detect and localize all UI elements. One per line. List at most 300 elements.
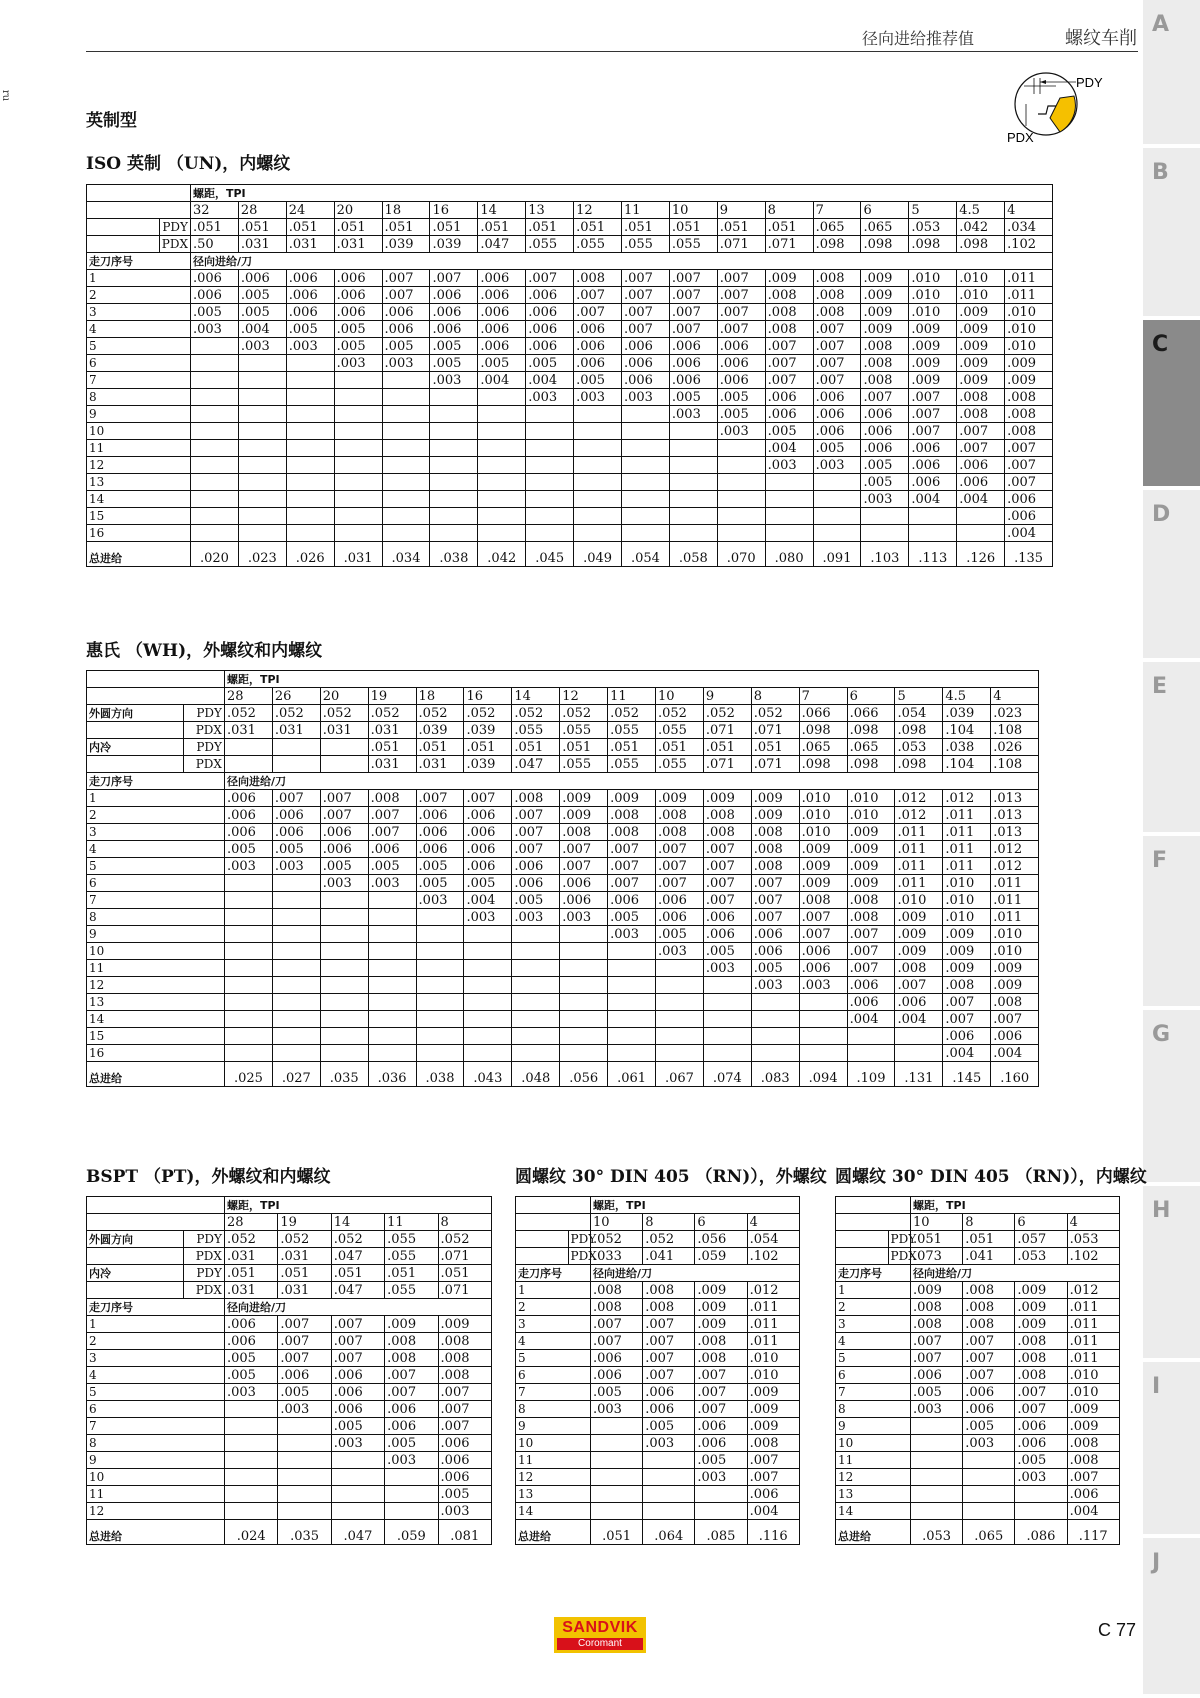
infeed-cell [416,1045,464,1062]
infeed-cell: .009 [991,977,1039,994]
infeed-cell: .009 [765,270,813,287]
infeed-cell [608,994,656,1011]
infeed-cell: .006 [560,892,608,909]
infeed-cell: .003 [512,909,560,926]
infeed-cell [574,491,622,508]
infeed-cell: .007 [765,338,813,355]
infeed-cell: .003 [430,372,478,389]
pd-value-cell: .051 [385,1265,438,1282]
infeed-cell: .006 [526,338,574,355]
pass-row [87,1333,492,1350]
infeed-cell: .010 [1005,321,1053,338]
section-title-rn-internal: 圆螺纹 30° DIN 405 （RN)），内螺纹 [835,1167,1147,1187]
infeed-cell: .006 [747,1486,799,1503]
pitch-header-row [836,1197,1120,1214]
infeed-cell: .003 [190,321,238,338]
pass-number: 13 [87,474,191,491]
infeed-cell: .007 [1015,1401,1067,1418]
pd-value-cell: .031 [368,722,416,739]
infeed-cell [286,508,334,525]
infeed-cell: .010 [943,892,991,909]
infeed-cell: .008 [861,372,909,389]
tab-h[interactable] [1143,1186,1200,1362]
pass-number: 5 [87,338,191,355]
infeed-cell: .003 [669,406,717,423]
infeed-cell: .008 [385,1333,438,1350]
infeed-cell: .007 [1005,457,1053,474]
infeed-cell [416,994,464,1011]
infeed-cell: .008 [1005,406,1053,423]
infeed-cell: .005 [512,892,560,909]
pd-value-cell: .047 [512,756,560,773]
infeed-cell [272,909,320,926]
infeed-cell: .008 [765,287,813,304]
infeed-cell: .006 [430,321,478,338]
infeed-cell [430,491,478,508]
infeed-cell: .003 [368,875,416,892]
total-cell: .074 [703,1062,751,1087]
infeed-cell: .004 [478,372,526,389]
infeed-cell [334,491,382,508]
pitch-header-row [87,1197,492,1214]
pass-row [87,474,1053,491]
pd-value-cell: .031 [224,1282,277,1299]
infeed-cell: .011 [943,807,991,824]
infeed-cell [278,1452,331,1469]
tab-e[interactable] [1143,662,1200,836]
infeed-cell: .006 [385,1418,438,1435]
pd-value-cell: .051 [438,1265,491,1282]
pd-row [87,219,1053,236]
infeed-header-row [516,1265,800,1282]
total-row [87,1062,1039,1087]
pd-value-cell: .042 [957,219,1005,236]
pd-type-label: PDY [888,1231,911,1248]
infeed-cell [278,1435,331,1452]
infeed-cell: .007 [622,321,670,338]
pass-number: 1 [836,1282,911,1299]
total-cell: .026 [286,542,334,567]
infeed-cell: .007 [560,841,608,858]
infeed-cell: .007 [368,824,416,841]
infeed-cell: .010 [943,875,991,892]
infeed-cell: .009 [1005,355,1053,372]
infeed-cell [861,525,909,542]
infeed-cell [272,875,320,892]
infeed-cell: .007 [861,389,909,406]
pass-row [516,1299,800,1316]
pass-number: 10 [516,1435,591,1452]
pd-value-cell: .051 [430,219,478,236]
pd-row [87,1282,492,1299]
infeed-cell: .009 [799,875,847,892]
tpi-cell: 4 [747,1214,799,1231]
infeed-cell: .012 [991,858,1039,875]
infeed-cell: .009 [1015,1282,1067,1299]
pass-no-label: 走刀序号 [87,773,225,790]
infeed-cell: .010 [799,807,847,824]
pass-row [516,1367,800,1384]
pd-row [87,705,1039,722]
infeed-cell: .005 [238,287,286,304]
pd-value-cell: .051 [278,1265,331,1282]
tab-c[interactable] [1143,320,1200,490]
pass-no-label: 走刀序号 [87,1299,225,1316]
pd-value-cell: .104 [943,756,991,773]
total-cell: .070 [717,542,765,567]
infeed-label: 径向进给/刀 [190,253,1052,270]
infeed-cell [574,406,622,423]
infeed-label: 径向进给/刀 [224,773,1038,790]
pass-row [87,1486,492,1503]
pd-value-cell: .098 [895,722,943,739]
pass-row [87,807,1039,824]
infeed-cell: .008 [911,1299,963,1316]
infeed-cell [560,977,608,994]
pd-value-cell: .098 [813,236,861,253]
infeed-cell: .007 [622,287,670,304]
pass-number: 8 [87,389,191,406]
infeed-cell [464,943,512,960]
infeed-cell [622,474,670,491]
pass-row [516,1469,800,1486]
infeed-cell [334,372,382,389]
pd-value-cell: .039 [416,722,464,739]
infeed-cell [717,491,765,508]
infeed-cell: .008 [656,807,704,824]
infeed-cell: .007 [957,423,1005,440]
infeed-cell [591,1435,643,1452]
infeed-cell: .006 [909,457,957,474]
infeed-cell: .010 [1067,1367,1119,1384]
infeed-cell: .008 [608,824,656,841]
pass-number: 14 [87,1011,225,1028]
pass-row [836,1435,1120,1452]
infeed-cell: .008 [656,824,704,841]
pd-row [87,236,1053,253]
pass-row [87,824,1039,841]
pd-value-cell: .051 [717,219,765,236]
pass-number: 5 [87,858,225,875]
pass-row [516,1282,800,1299]
pass-row [87,977,1039,994]
pass-number: 14 [516,1503,591,1520]
infeed-cell: .003 [224,1384,277,1401]
infeed-cell [320,1011,368,1028]
tpi-cell: 12 [560,688,608,705]
infeed-cell: .009 [1015,1299,1067,1316]
infeed-cell [286,474,334,491]
tpi-cell: 4.5 [957,202,1005,219]
infeed-cell: .007 [909,423,957,440]
infeed-cell [286,389,334,406]
tab-a[interactable] [1143,0,1200,148]
infeed-cell: .007 [278,1333,331,1350]
pd-row [87,1248,492,1265]
infeed-cell [368,960,416,977]
total-cell: .061 [608,1062,656,1087]
infeed-cell: .011 [747,1299,799,1316]
pass-row [87,1418,492,1435]
pd-value-cell: .066 [799,705,847,722]
pd-value-cell: .055 [385,1282,438,1299]
pd-type-label: PDX [183,722,224,739]
infeed-cell: .011 [1005,287,1053,304]
infeed-cell [334,406,382,423]
pass-row [87,270,1053,287]
infeed-cell: .006 [190,270,238,287]
pd-value-cell: .052 [224,1231,277,1248]
tab-g[interactable] [1143,1010,1200,1186]
pd-group-label [87,236,160,253]
pass-number: 16 [87,525,191,542]
tab-j[interactable] [1143,1538,1200,1698]
infeed-cell [190,525,238,542]
pd-value-cell: .065 [799,739,847,756]
infeed-cell [286,406,334,423]
infeed-cell: .006 [331,1384,384,1401]
infeed-cell: .007 [512,824,560,841]
infeed-cell [911,1435,963,1452]
infeed-cell: .007 [272,790,320,807]
infeed-cell [238,406,286,423]
pass-number: 9 [87,926,225,943]
infeed-cell [560,926,608,943]
infeed-cell [643,1503,695,1520]
pd-type-label: PDY [183,1231,224,1248]
tpi-cell: 6 [861,202,909,219]
infeed-cell [560,1028,608,1045]
infeed-cell: .009 [747,1418,799,1435]
pd-value-cell: .031 [224,722,272,739]
pass-row [87,1011,1039,1028]
infeed-cell [574,525,622,542]
infeed-cell [331,1503,384,1520]
header-rule [86,51,1138,52]
infeed-cell [224,1469,277,1486]
infeed-cell: .004 [464,892,512,909]
pass-row [87,1384,492,1401]
pd-value-cell: .055 [512,722,560,739]
infeed-cell: .004 [957,491,1005,508]
pass-row [87,1028,1039,1045]
infeed-cell [703,977,751,994]
header-title: 螺纹车削 [1065,28,1137,49]
infeed-cell [669,508,717,525]
infeed-cell: .004 [1067,1503,1119,1520]
infeed-cell: .012 [895,790,943,807]
tab-i[interactable] [1143,1362,1200,1538]
logo-sub: Coromant [557,1638,643,1650]
infeed-cell [464,1028,512,1045]
total-cell: .024 [224,1520,277,1545]
infeed-cell: .008 [963,1282,1015,1299]
pd-value-cell: .041 [963,1248,1015,1265]
infeed-cell [911,1486,963,1503]
infeed-cell: .008 [643,1299,695,1316]
page-number: C 77 [1098,1620,1137,1640]
pass-number: 2 [516,1299,591,1316]
infeed-cell: .007 [911,1333,963,1350]
infeed-cell: .003 [861,491,909,508]
header-subtitle: 径向进给推荐值 [862,29,975,48]
pass-number: 8 [836,1401,911,1418]
infeed-cell [224,1435,277,1452]
infeed-cell: .007 [669,321,717,338]
infeed-cell: .007 [1005,474,1053,491]
infeed-cell [278,1503,331,1520]
infeed-cell [847,1045,895,1062]
total-label: 总进给 [87,1520,225,1545]
pass-row [87,423,1053,440]
infeed-cell: .009 [438,1316,491,1333]
infeed-cell: .009 [1067,1418,1119,1435]
infeed-cell: .005 [224,1367,277,1384]
infeed-cell [272,892,320,909]
infeed-cell: .009 [861,270,909,287]
total-cell: .109 [847,1062,895,1087]
infeed-cell: .005 [751,960,799,977]
infeed-cell: .005 [385,1435,438,1452]
infeed-cell: .005 [334,338,382,355]
infeed-cell: .006 [430,287,478,304]
pd-value-cell: .051 [478,219,526,236]
infeed-cell [813,491,861,508]
pass-row [87,508,1053,525]
pd-value-cell: .051 [190,219,238,236]
pass-number: 6 [87,1401,225,1418]
pass-number: 1 [87,270,191,287]
infeed-cell: .006 [190,287,238,304]
infeed-cell [622,457,670,474]
pass-number: 2 [87,1333,225,1350]
infeed-cell [847,1028,895,1045]
infeed-cell: .007 [591,1316,643,1333]
infeed-cell: .007 [911,1350,963,1367]
infeed-cell: .010 [799,824,847,841]
pd-value-cell: .026 [991,739,1039,756]
infeed-cell: .007 [751,909,799,926]
infeed-cell: .011 [1067,1316,1119,1333]
tpi-cell: 6 [695,1214,747,1231]
infeed-cell: .004 [747,1503,799,1520]
pd-value-cell: .052 [512,705,560,722]
infeed-cell [238,440,286,457]
pd-type-label: PDX [183,756,224,773]
infeed-cell: .009 [957,355,1005,372]
infeed-cell: .005 [464,875,512,892]
infeed-cell [608,1045,656,1062]
infeed-cell: .006 [286,304,334,321]
pass-number: 3 [516,1316,591,1333]
infeed-cell [591,1503,643,1520]
pd-value-cell: .055 [622,236,670,253]
infeed-cell: .007 [909,406,957,423]
infeed-header-row [87,1299,492,1316]
pd-value-cell: .055 [385,1248,438,1265]
side-mark: ru [0,89,12,102]
infeed-cell: .011 [895,841,943,858]
infeed-cell [272,1028,320,1045]
infeed-cell: .009 [957,321,1005,338]
pd-value-cell: .051 [656,739,704,756]
tab-h-label: H [1152,1198,1171,1223]
infeed-cell: .003 [334,355,382,372]
infeed-cell [526,440,574,457]
tab-f[interactable] [1143,836,1200,1010]
infeed-cell [656,960,704,977]
infeed-cell: .008 [368,790,416,807]
infeed-cell: .009 [385,1316,438,1333]
tpi-cell: 14 [512,688,560,705]
infeed-cell: .008 [574,270,622,287]
total-cell: .059 [385,1520,438,1545]
infeed-cell: .011 [1005,270,1053,287]
infeed-cell: .007 [331,1350,384,1367]
infeed-cell: .010 [847,807,895,824]
pass-row [836,1418,1120,1435]
infeed-cell: .004 [526,372,574,389]
infeed-cell: .005 [643,1418,695,1435]
infeed-cell: .003 [382,355,430,372]
section-title-whitworth: 惠氏 （WH)，外螺纹和内螺纹 [86,641,323,661]
tpi-cell: 13 [526,202,574,219]
infeed-cell: .006 [464,858,512,875]
infeed-cell: .004 [909,491,957,508]
total-cell: .035 [278,1520,331,1545]
pass-row [87,1316,492,1333]
total-cell: .103 [861,542,909,567]
infeed-cell: .010 [991,943,1039,960]
infeed-cell: .007 [957,440,1005,457]
total-cell: .094 [799,1062,847,1087]
total-cell: .036 [368,1062,416,1087]
pass-number: 10 [836,1435,911,1452]
pd-value-cell: .50 [190,236,238,253]
infeed-cell: .009 [695,1282,747,1299]
tpi-cell: 8 [643,1214,695,1231]
infeed-cell [560,943,608,960]
pass-row [87,1435,492,1452]
pd-value-cell: .108 [991,722,1039,739]
infeed-cell: .003 [238,338,286,355]
infeed-cell [416,977,464,994]
infeed-cell: .007 [416,790,464,807]
pd-value-cell: .055 [560,756,608,773]
tab-d[interactable] [1143,490,1200,662]
pd-value-cell: .052 [608,705,656,722]
infeed-cell: .006 [799,960,847,977]
infeed-cell [368,977,416,994]
tab-b[interactable] [1143,148,1200,320]
infeed-cell: .003 [331,1435,384,1452]
infeed-cell [382,440,430,457]
infeed-cell [765,525,813,542]
infeed-cell: .007 [608,841,656,858]
section-title-rn-external: 圆螺纹 30° DIN 405 （RN)），外螺纹 [515,1167,827,1187]
infeed-cell [224,1401,277,1418]
infeed-cell [526,457,574,474]
infeed-cell [608,943,656,960]
pd-value-cell: .051 [512,739,560,756]
pd-value-cell: .052 [656,705,704,722]
pd-value-cell: .031 [286,236,334,253]
infeed-cell [909,525,957,542]
infeed-cell: .008 [591,1299,643,1316]
pass-row [87,389,1053,406]
pass-row [87,372,1053,389]
infeed-cell: .009 [656,790,704,807]
